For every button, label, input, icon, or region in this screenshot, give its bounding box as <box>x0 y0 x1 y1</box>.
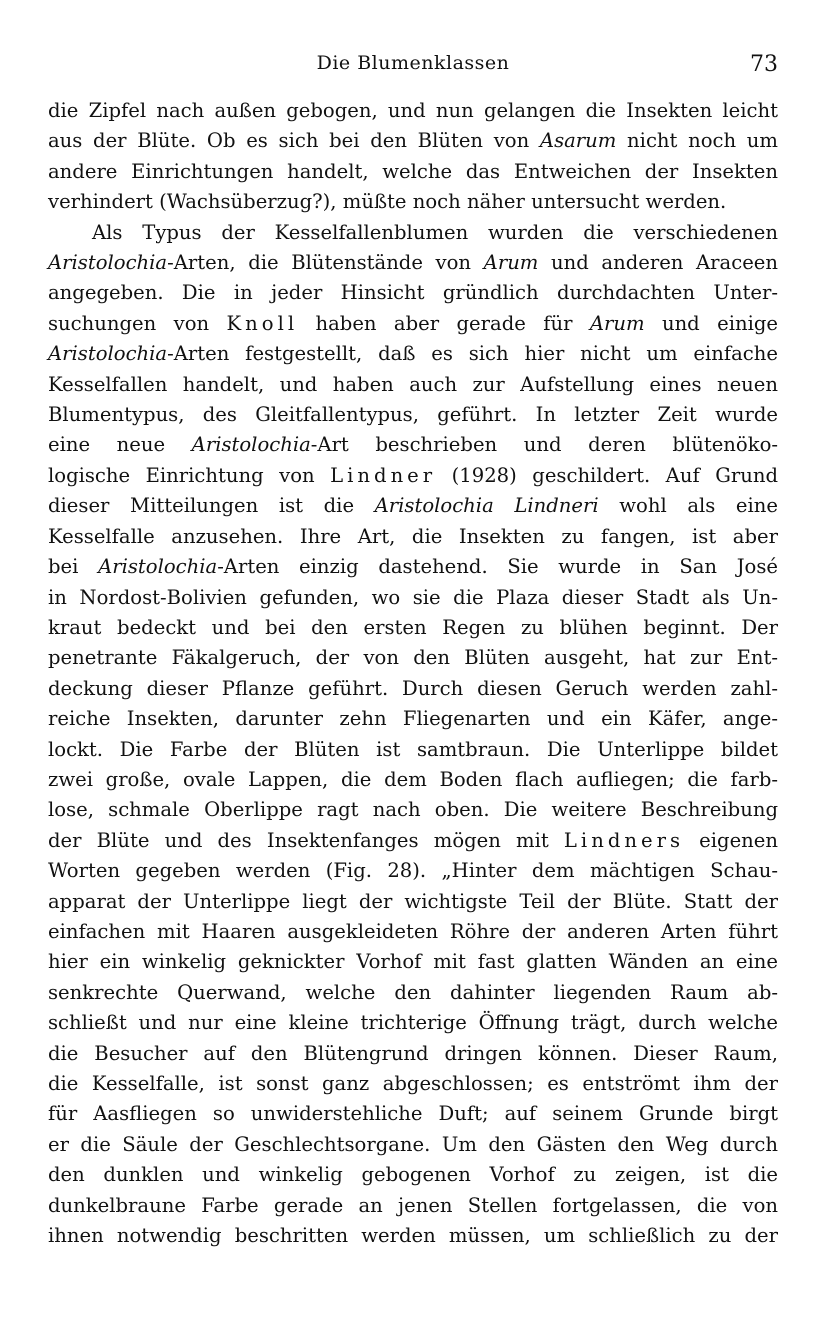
text-run: senkrechte Querwand, welche den dahinter liegenden Raum ab- <box>48 980 778 1004</box>
text-run: lose, schmale Oberlippe ragt nach oben. Die weitere Beschreibung <box>48 798 778 822</box>
text-line <box>48 978 778 1008</box>
text-line <box>48 856 778 886</box>
text-run: deckung dieser Pflanze geführt. Durch diesen Geruch werden zahl- <box>48 676 778 700</box>
text-line <box>48 826 778 856</box>
text-run: die Zipfel nach außen gebogen, und nun gelangen die Insekten leicht <box>48 99 778 122</box>
text-run: eigenen <box>684 828 778 852</box>
text-run: Als Typus der Kesselfallenblumen wurden die verschiedenen <box>92 220 778 244</box>
text-line <box>48 126 778 156</box>
text-line <box>48 400 778 430</box>
text-run: verhindert (Wachsüberzug?), müßte noch näher untersucht werden. <box>48 190 727 214</box>
text-run: für Aasfliegen so unwiderstehliche Duft; auf seinem Grunde birgt <box>48 1102 778 1126</box>
text-run: lockt. Die Farbe der Blüten ist samtbraun. Die Unterlippe bildet <box>48 737 778 761</box>
text-run: und einige <box>644 311 778 335</box>
text-run: die Kesselfalle, ist sonst ganz abgeschlossen; es entströmt ihm der <box>48 1072 778 1095</box>
spaced-name: Knoll <box>226 311 299 335</box>
text-run: hier ein winkelig geknickter Vorhof mit fast glatten Wänden an eine <box>48 950 778 974</box>
text-run: und anderen Araceen <box>538 251 779 275</box>
text-line <box>48 430 778 460</box>
text-line <box>48 613 778 643</box>
text-run: Kesselfalle anzusehen. Ihre Art, die Insekten zu fangen, ist aber <box>48 524 778 548</box>
text-run: schließt und nur eine kleine trichterige Öffnung trägt, durch welche <box>48 1011 778 1035</box>
text-run: kraut bedeckt und bei den ersten Regen zu blühen beginnt. Der <box>48 615 778 639</box>
text-line <box>48 947 778 977</box>
text-line <box>48 491 778 521</box>
text-run: er die Säule der Geschlechtsorgane. Um den Gästen den Weg durch <box>48 1132 778 1156</box>
text-line <box>48 278 778 308</box>
text-line <box>48 1191 778 1221</box>
body-text <box>48 96 778 1251</box>
text-line <box>48 157 778 187</box>
text-run: der Blüte und des Insektenfanges mögen mit <box>48 828 564 852</box>
text-line <box>48 704 778 734</box>
text-line <box>48 339 778 369</box>
text-line <box>48 96 778 126</box>
text-run: aus der Blüte. Ob es sich bei den Blüten von <box>48 129 540 153</box>
text-run: zwei große, ovale Lappen, die dem Boden flach aufliegen; die farb- <box>48 767 778 791</box>
text-run: angegeben. Die in jeder Hinsicht gründlich durchdachten Unter- <box>48 281 778 305</box>
italic-term: Aristolochia <box>48 342 168 366</box>
text-run: Blumentypus, des Gleitfallentypus, geführt. In letzter Zeit wurde <box>48 403 778 427</box>
page-header <box>48 52 778 86</box>
text-run: nicht noch um <box>616 129 778 153</box>
text-run: logische Einrichtung von <box>48 463 331 487</box>
italic-term: Asarum <box>539 129 617 153</box>
text-run: einfachen mit Haaren ausgekleideten Röhre der anderen Arten führt <box>48 919 778 943</box>
text-run: wohl als eine <box>598 494 778 518</box>
text-line <box>48 583 778 613</box>
text-run: andere Einrichtungen handelt, welche das Entweichen der Insekten <box>48 159 778 183</box>
text-run: in Nordost-Bolivien gefunden, wo sie die Plaza dieser Stadt als Un- <box>48 585 778 609</box>
text-run: -Art beschrieben und deren blütenöko- <box>310 433 778 457</box>
text-run: (1928) geschildert. Auf Grund <box>436 463 778 487</box>
text-line <box>48 1221 778 1251</box>
text-line <box>48 643 778 673</box>
text-line <box>48 765 778 795</box>
text-line <box>48 309 778 339</box>
text-line <box>48 1160 778 1190</box>
text-run: den dunklen und winkelig gebogenen Vorhof zu zeigen, ist die <box>48 1163 778 1187</box>
italic-term: Arum <box>589 311 645 335</box>
text-line <box>48 461 778 491</box>
text-run: Worten gegeben werden (Fig. 28). „Hinter dem mächtigen Schau- <box>48 859 778 883</box>
text-line <box>48 887 778 917</box>
italic-term: Aristolochia <box>48 251 168 275</box>
text-run: bei <box>48 555 99 579</box>
text-line <box>48 1099 778 1129</box>
running-title: Die Blumenklassen <box>316 52 510 74</box>
italic-term: Aristolochia Lindneri <box>374 494 599 518</box>
text-run: Kesselfallen handelt, und haben auch zur Aufstellung eines neuen <box>48 372 778 396</box>
text-line <box>48 522 778 552</box>
text-line <box>48 218 778 248</box>
italic-term: Aristolochia <box>191 433 311 457</box>
text-line <box>48 917 778 947</box>
italic-term: Aristolochia <box>98 555 218 579</box>
text-run: -Arten festgestellt, daß es sich hier nicht um einfache <box>167 342 778 366</box>
text-line <box>48 370 778 400</box>
text-run: suchungen von <box>48 311 227 335</box>
text-run: -Arten einzig dastehend. Sie wurde in San José <box>217 555 778 579</box>
text-run: ihnen notwendig beschritten werden müssen, um schließlich zu der <box>48 1224 778 1248</box>
text-run: dunkelbraune Farbe gerade an jenen Stellen fortgelassen, die von <box>48 1193 778 1217</box>
text-line <box>48 248 778 278</box>
text-line <box>48 795 778 825</box>
text-run: eine neue <box>48 433 192 457</box>
text-run: reiche Insekten, darunter zehn Fliegenarten und ein Käfer, ange- <box>48 707 778 731</box>
text-line <box>48 1069 778 1099</box>
text-line <box>48 552 778 582</box>
text-line <box>48 187 778 217</box>
text-line <box>48 1130 778 1160</box>
text-run: die Besucher auf den Blütengrund dringen können. Dieser Raum, <box>48 1041 778 1065</box>
text-run: apparat der Unterlippe liegt der wichtigste Teil der Blüte. Statt der <box>48 889 778 913</box>
text-line <box>48 735 778 765</box>
spaced-name: Lindner <box>330 463 437 487</box>
italic-term: Arum <box>483 251 539 275</box>
text-line <box>48 674 778 704</box>
text-line <box>48 1008 778 1038</box>
text-run: -Arten, die Blütenstände von <box>167 251 484 275</box>
text-line <box>48 1039 778 1069</box>
text-run: penetrante Fäkalgeruch, der von den Blüten ausgeht, hat zur Ent- <box>48 646 778 670</box>
spaced-name: Lindners <box>563 828 684 852</box>
text-run: dieser Mitteilungen ist die <box>48 494 375 518</box>
text-run: haben aber gerade für <box>298 311 590 335</box>
page-number: 73 <box>750 52 778 77</box>
